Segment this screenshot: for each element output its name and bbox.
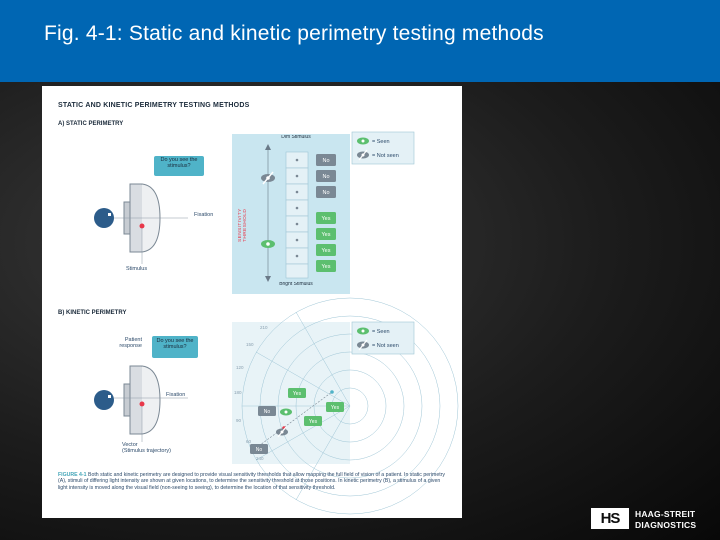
- vector-label: Vector: [122, 442, 138, 448]
- kinetic-section-label: B) KINETIC PERIMETRY: [58, 310, 127, 316]
- trajectory-end-dot: [330, 390, 334, 394]
- degree-label-6: 60: [246, 439, 252, 444]
- patient-response-label: Patient response: [119, 337, 142, 349]
- logo-line-1: HAAG-STREIT: [635, 509, 696, 519]
- caption-text: Both static and kinetic perimetry are designed to provide visual sensitivity thresholds that allow mapping the full field of vision of a patient. In static perimetry (A), stimuli of differing light intensity are shown at given locations, to determine the sensitivity threshold at those positions. In kinetic perimetry (B), a stimulus of a given light intensity is moved along the visual field (non-seeing to seeing), to determine the location of that sensitivity threshold.: [58, 472, 445, 491]
- static-response-1: No: [322, 158, 330, 164]
- degree-label-1: 210: [260, 325, 268, 330]
- kinetic-marker-4-text: No: [263, 409, 271, 415]
- static-response-5: Yes: [321, 232, 331, 238]
- static-response-6: Yes: [321, 248, 331, 254]
- degree-label-4: 180: [234, 390, 242, 395]
- static-stimulus-label: Stimulus: [126, 266, 148, 272]
- kinetic-stimulus-dot: [140, 402, 145, 407]
- logo-line-2: DIAGNOSTICS: [635, 520, 697, 530]
- kinetic-marker-3-text: Yes: [308, 419, 318, 425]
- static-response-7: Yes: [321, 264, 331, 270]
- kinetic-marker-2-text: Yes: [330, 405, 340, 411]
- kinetic-head-icon: [94, 390, 114, 410]
- kinetic-legend-not-seen: = Not seen: [372, 343, 399, 349]
- figure-top-bar: [42, 65, 462, 82]
- perimetry-diagram: [42, 86, 462, 518]
- static-response-2: No: [322, 174, 330, 180]
- kinetic-legend-seen-eye-icon: [357, 328, 369, 335]
- logo-mark: HS: [591, 508, 629, 529]
- static-response-4: Yes: [321, 216, 331, 222]
- static-response-3: No: [322, 190, 330, 196]
- static-seen-eye-icon: [261, 240, 275, 248]
- dim-stimulus-label: Dim Stimulus: [281, 135, 311, 140]
- caption-label: FIGURE 4-1: [58, 472, 87, 478]
- static-head-icon: [94, 208, 114, 228]
- kinetic-seen-eye-icon: [280, 409, 292, 416]
- static-legend: [352, 132, 414, 164]
- static-stimulus-dot: [140, 224, 145, 229]
- kinetic-marker-1-text: Yes: [292, 391, 302, 397]
- kinetic-fixation-label: Fixation: [166, 392, 186, 398]
- stimulus-column: [286, 152, 308, 278]
- legend-seen-eye-icon: [357, 138, 369, 145]
- static-question-text: Do you see the stimulus?: [160, 157, 198, 169]
- kinetic-legend: [352, 322, 414, 354]
- kinetic-question-text: Do you see the stimulus?: [156, 338, 194, 350]
- bright-stimulus-label: Bright Stimulus: [279, 282, 313, 287]
- static-legend-not-seen: = Not seen: [372, 153, 399, 159]
- static-legend-seen: = Seen: [372, 139, 390, 145]
- kinetic-legend-seen: = Seen: [372, 329, 390, 335]
- degree-label-7: 240: [256, 456, 264, 461]
- haag-streit-logo: [591, 506, 711, 532]
- figure-panel: [42, 86, 462, 518]
- static-fixation-label: Fixation: [194, 212, 214, 218]
- degree-label-5: 90: [236, 418, 242, 423]
- degree-label-2: 150: [246, 342, 254, 347]
- trajectory-label: (Stimulus trajectory): [122, 448, 171, 454]
- degree-label-3: 120: [236, 365, 244, 370]
- static-section-label: A) STATIC PERIMETRY: [58, 121, 124, 127]
- figure-heading: STATIC AND KINETIC PERIMETRY TESTING METHODS: [58, 102, 250, 109]
- slide-title: Fig. 4-1: Static and kinetic perimetry testing methods: [44, 22, 544, 45]
- kinetic-marker-5-text: No: [255, 447, 263, 453]
- sensitivity-threshold-label: SENSITIVITY THRESHOLD: [238, 208, 248, 242]
- figure-caption: [58, 472, 450, 491]
